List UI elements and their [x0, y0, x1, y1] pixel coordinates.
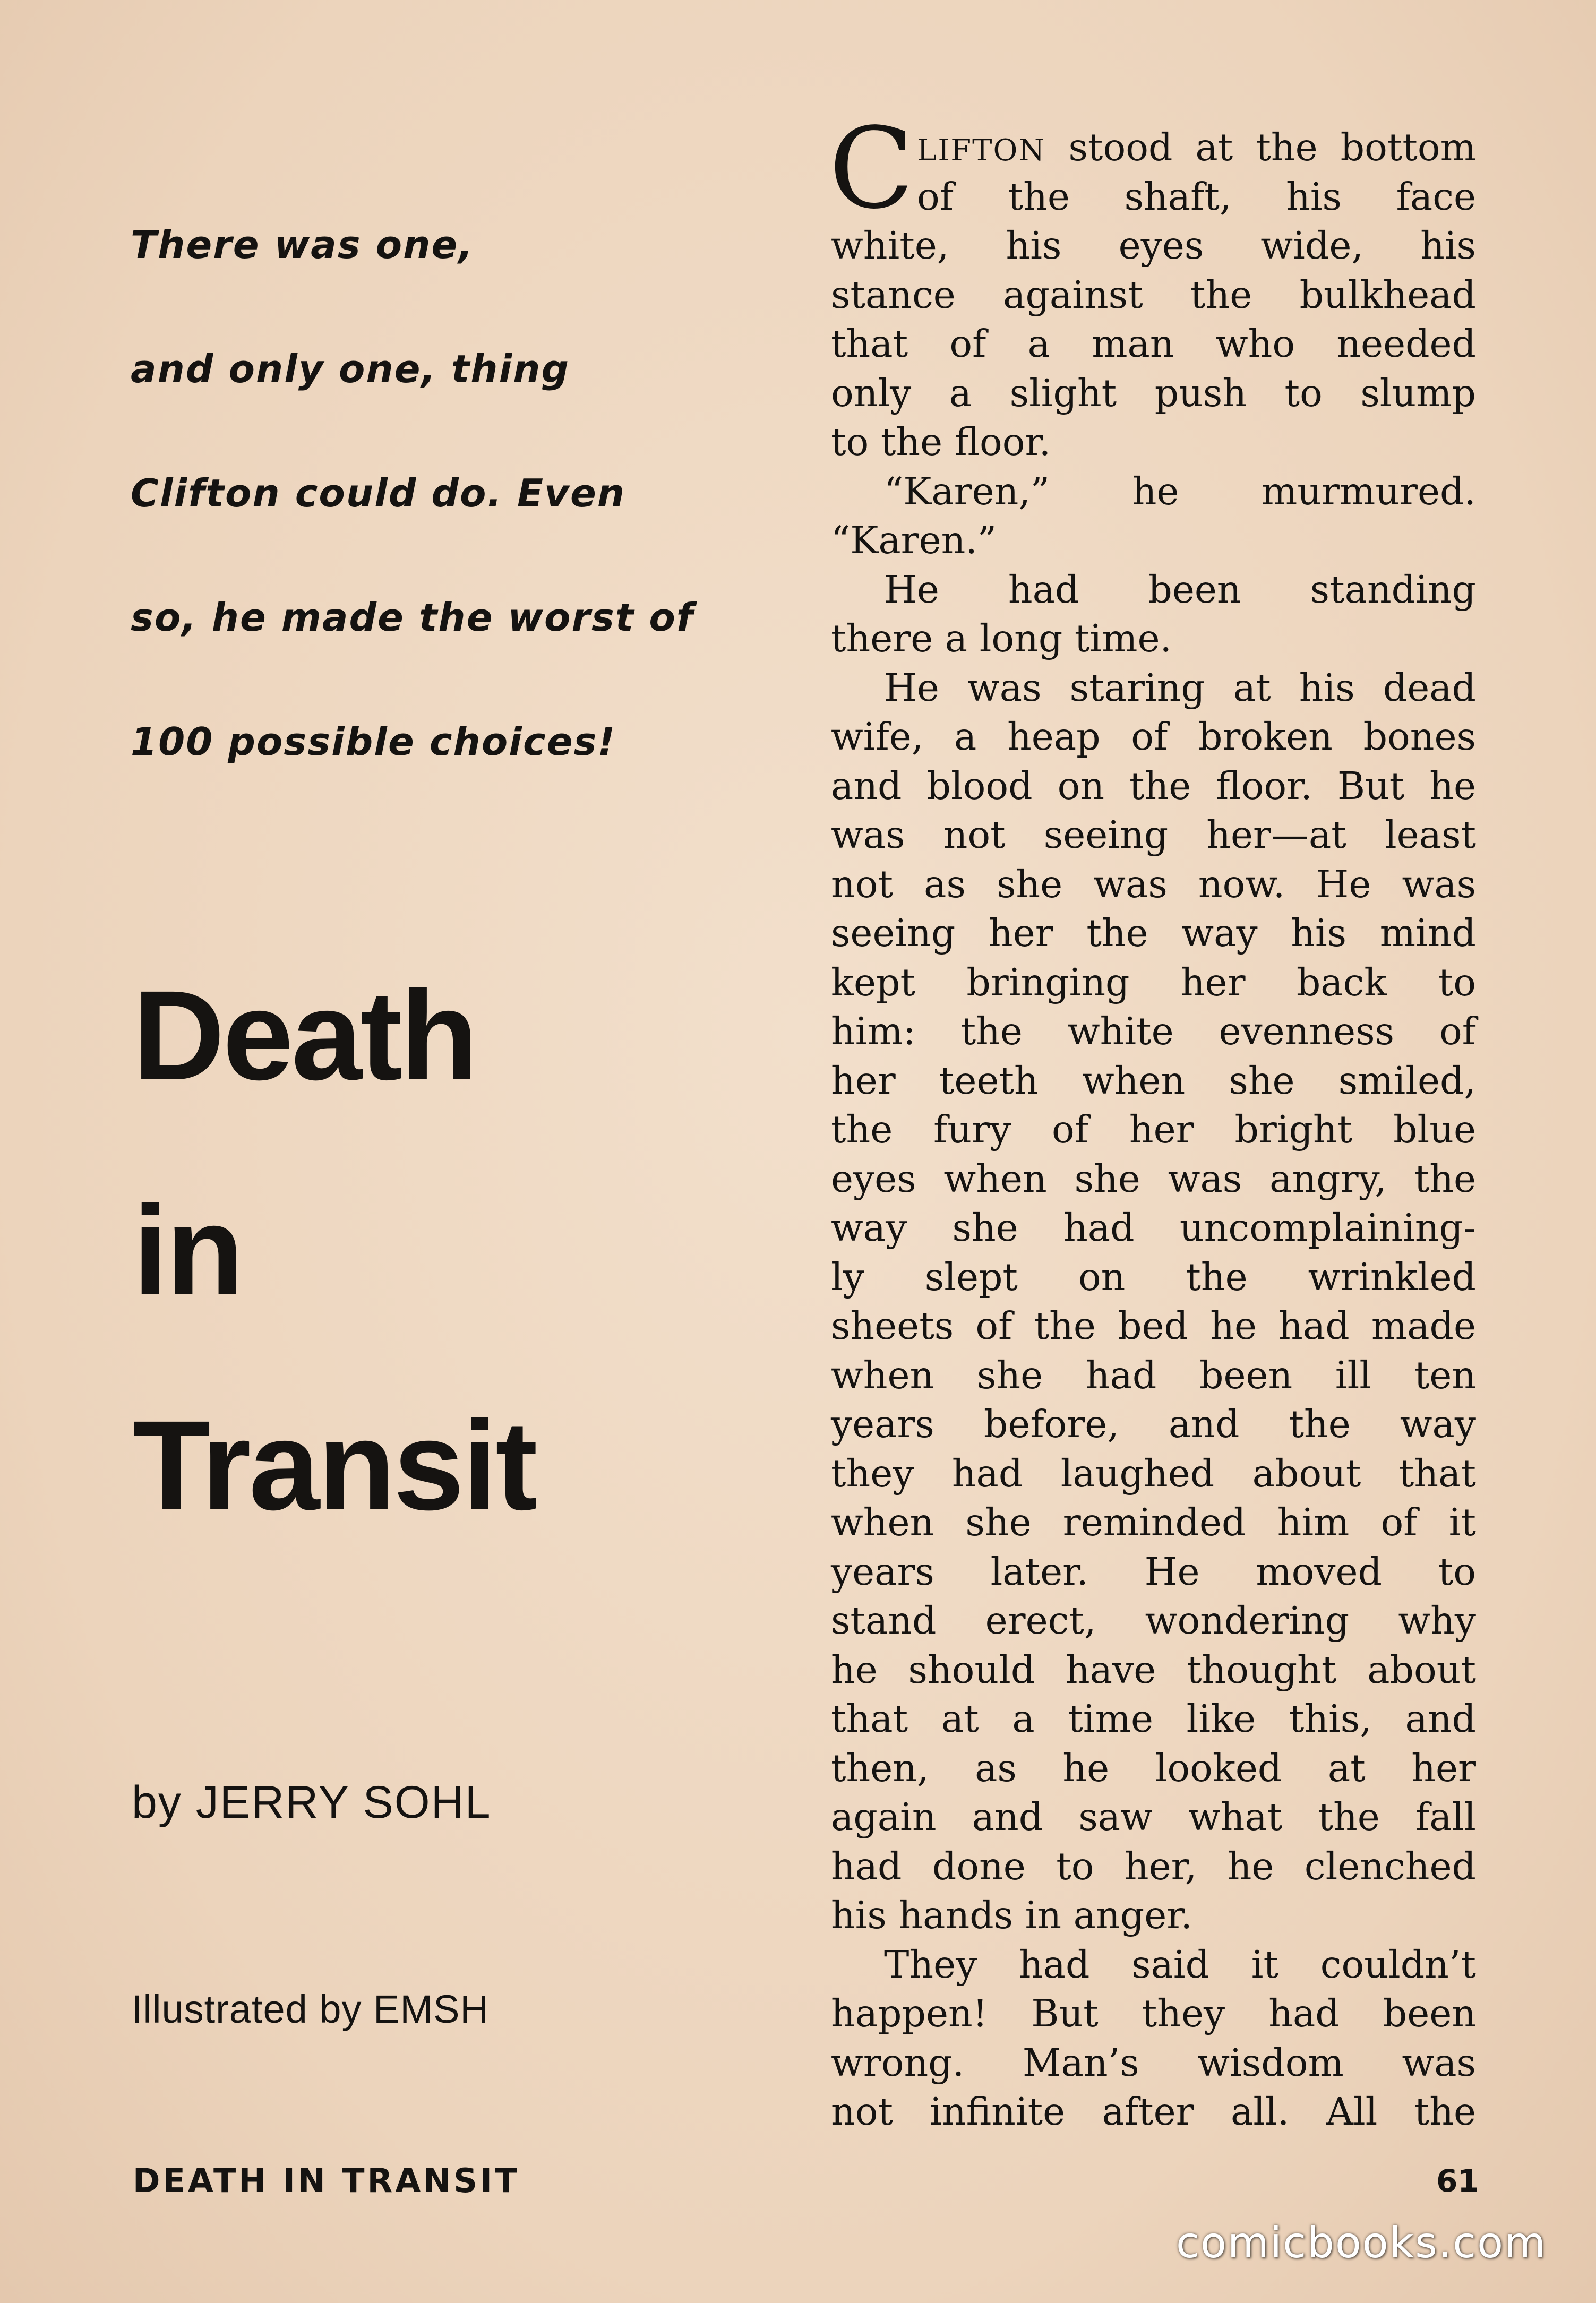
story-title	[133, 964, 717, 1617]
story-line: eyes when she was angry, the	[831, 1156, 1476, 1201]
blurb-line: 100 possible choices!	[131, 719, 616, 764]
author-byline: by JERRY SOHL	[132, 1777, 492, 1828]
story-line: “Karen.”	[831, 518, 997, 562]
blurb-line: and only one, thing	[131, 347, 570, 391]
story-blurb	[131, 222, 694, 847]
story-line: happen! But they had been	[831, 1991, 1476, 2035]
story-line: kept bringing her back to	[831, 960, 1476, 1004]
story-line: seeing her the way his mind	[831, 911, 1476, 955]
story-line: when she reminded him of it	[831, 1500, 1476, 1544]
story-line: ly slept on the wrinkled	[831, 1254, 1476, 1299]
story-line: stance against the bulkhead	[831, 272, 1476, 317]
story-line: not as she was now. He was	[831, 862, 1476, 906]
story-line: her teeth when she smiled,	[831, 1058, 1476, 1103]
title-line: Transit	[133, 1394, 536, 1536]
title-line: Death	[133, 964, 476, 1106]
story-line: when she had been ill ten	[831, 1353, 1476, 1397]
story-body	[831, 123, 1476, 2137]
story-line: way she had uncomplaining-	[831, 1206, 1476, 1250]
story-line: his hands in anger.	[831, 1893, 1192, 1937]
story-line: sheets of the bed he had made	[831, 1304, 1476, 1348]
illustrator-credit: Illustrated by EMSH	[132, 1987, 489, 2031]
first-line-text: stood at the bottom	[1068, 125, 1476, 169]
story-line: had done to her, he clenched	[831, 1844, 1476, 1888]
story-line: stand erect, wondering why	[831, 1599, 1476, 1643]
running-title: DEATH IN TRANSIT	[133, 2161, 520, 2200]
story-line: only a slight push to slump	[831, 371, 1476, 415]
story-line: white, his eyes wide, his	[831, 224, 1476, 268]
title-line: in	[133, 1179, 242, 1321]
story-line: “Karen,” he murmured.	[884, 469, 1476, 513]
page-number: 61	[1436, 2163, 1479, 2199]
blurb-line: Clifton could do. Even	[131, 471, 626, 515]
story-line: years later. He moved to	[831, 1549, 1476, 1594]
blurb-line: There was one,	[131, 222, 474, 267]
story-line: They had said it couldn’t	[884, 1942, 1476, 1987]
story-line: was not seeing her—at least	[831, 813, 1476, 857]
story-line: wife, a heap of broken bones	[831, 715, 1476, 759]
story-line: not infinite after all. All the	[831, 2090, 1476, 2134]
story-line: years before, and the way	[831, 1402, 1476, 1446]
story-line: He had been standing	[884, 567, 1476, 612]
small-caps-lead: LIFTON	[917, 133, 1046, 168]
story-line: then, as he looked at her	[831, 1746, 1476, 1790]
blurb-line: so, he made the worst of	[131, 595, 694, 640]
story-line	[831, 123, 1476, 173]
story-line: and blood on the floor. But he	[831, 763, 1476, 808]
drop-cap: C	[829, 104, 914, 234]
story-line: there a long time.	[831, 616, 1172, 660]
story-line: to the floor.	[831, 420, 1051, 464]
story-line: they had laughed about that	[831, 1451, 1476, 1496]
story-line: again and saw what the fall	[831, 1795, 1476, 1839]
story-line: that of a man who needed	[831, 322, 1476, 366]
story-line: that at a time like this, and	[831, 1697, 1476, 1741]
story-line: him: the white evenness of	[831, 1009, 1476, 1053]
story-line: wrong. Man’s wisdom was	[831, 2040, 1476, 2085]
site-watermark: comicbooks.com	[1176, 2218, 1547, 2267]
story-line: he should have thought about	[831, 1647, 1476, 1692]
story-line: He was staring at his dead	[884, 665, 1476, 710]
story-line: of the shaft, his face	[917, 174, 1476, 219]
story-line: the fury of her bright blue	[831, 1107, 1476, 1152]
